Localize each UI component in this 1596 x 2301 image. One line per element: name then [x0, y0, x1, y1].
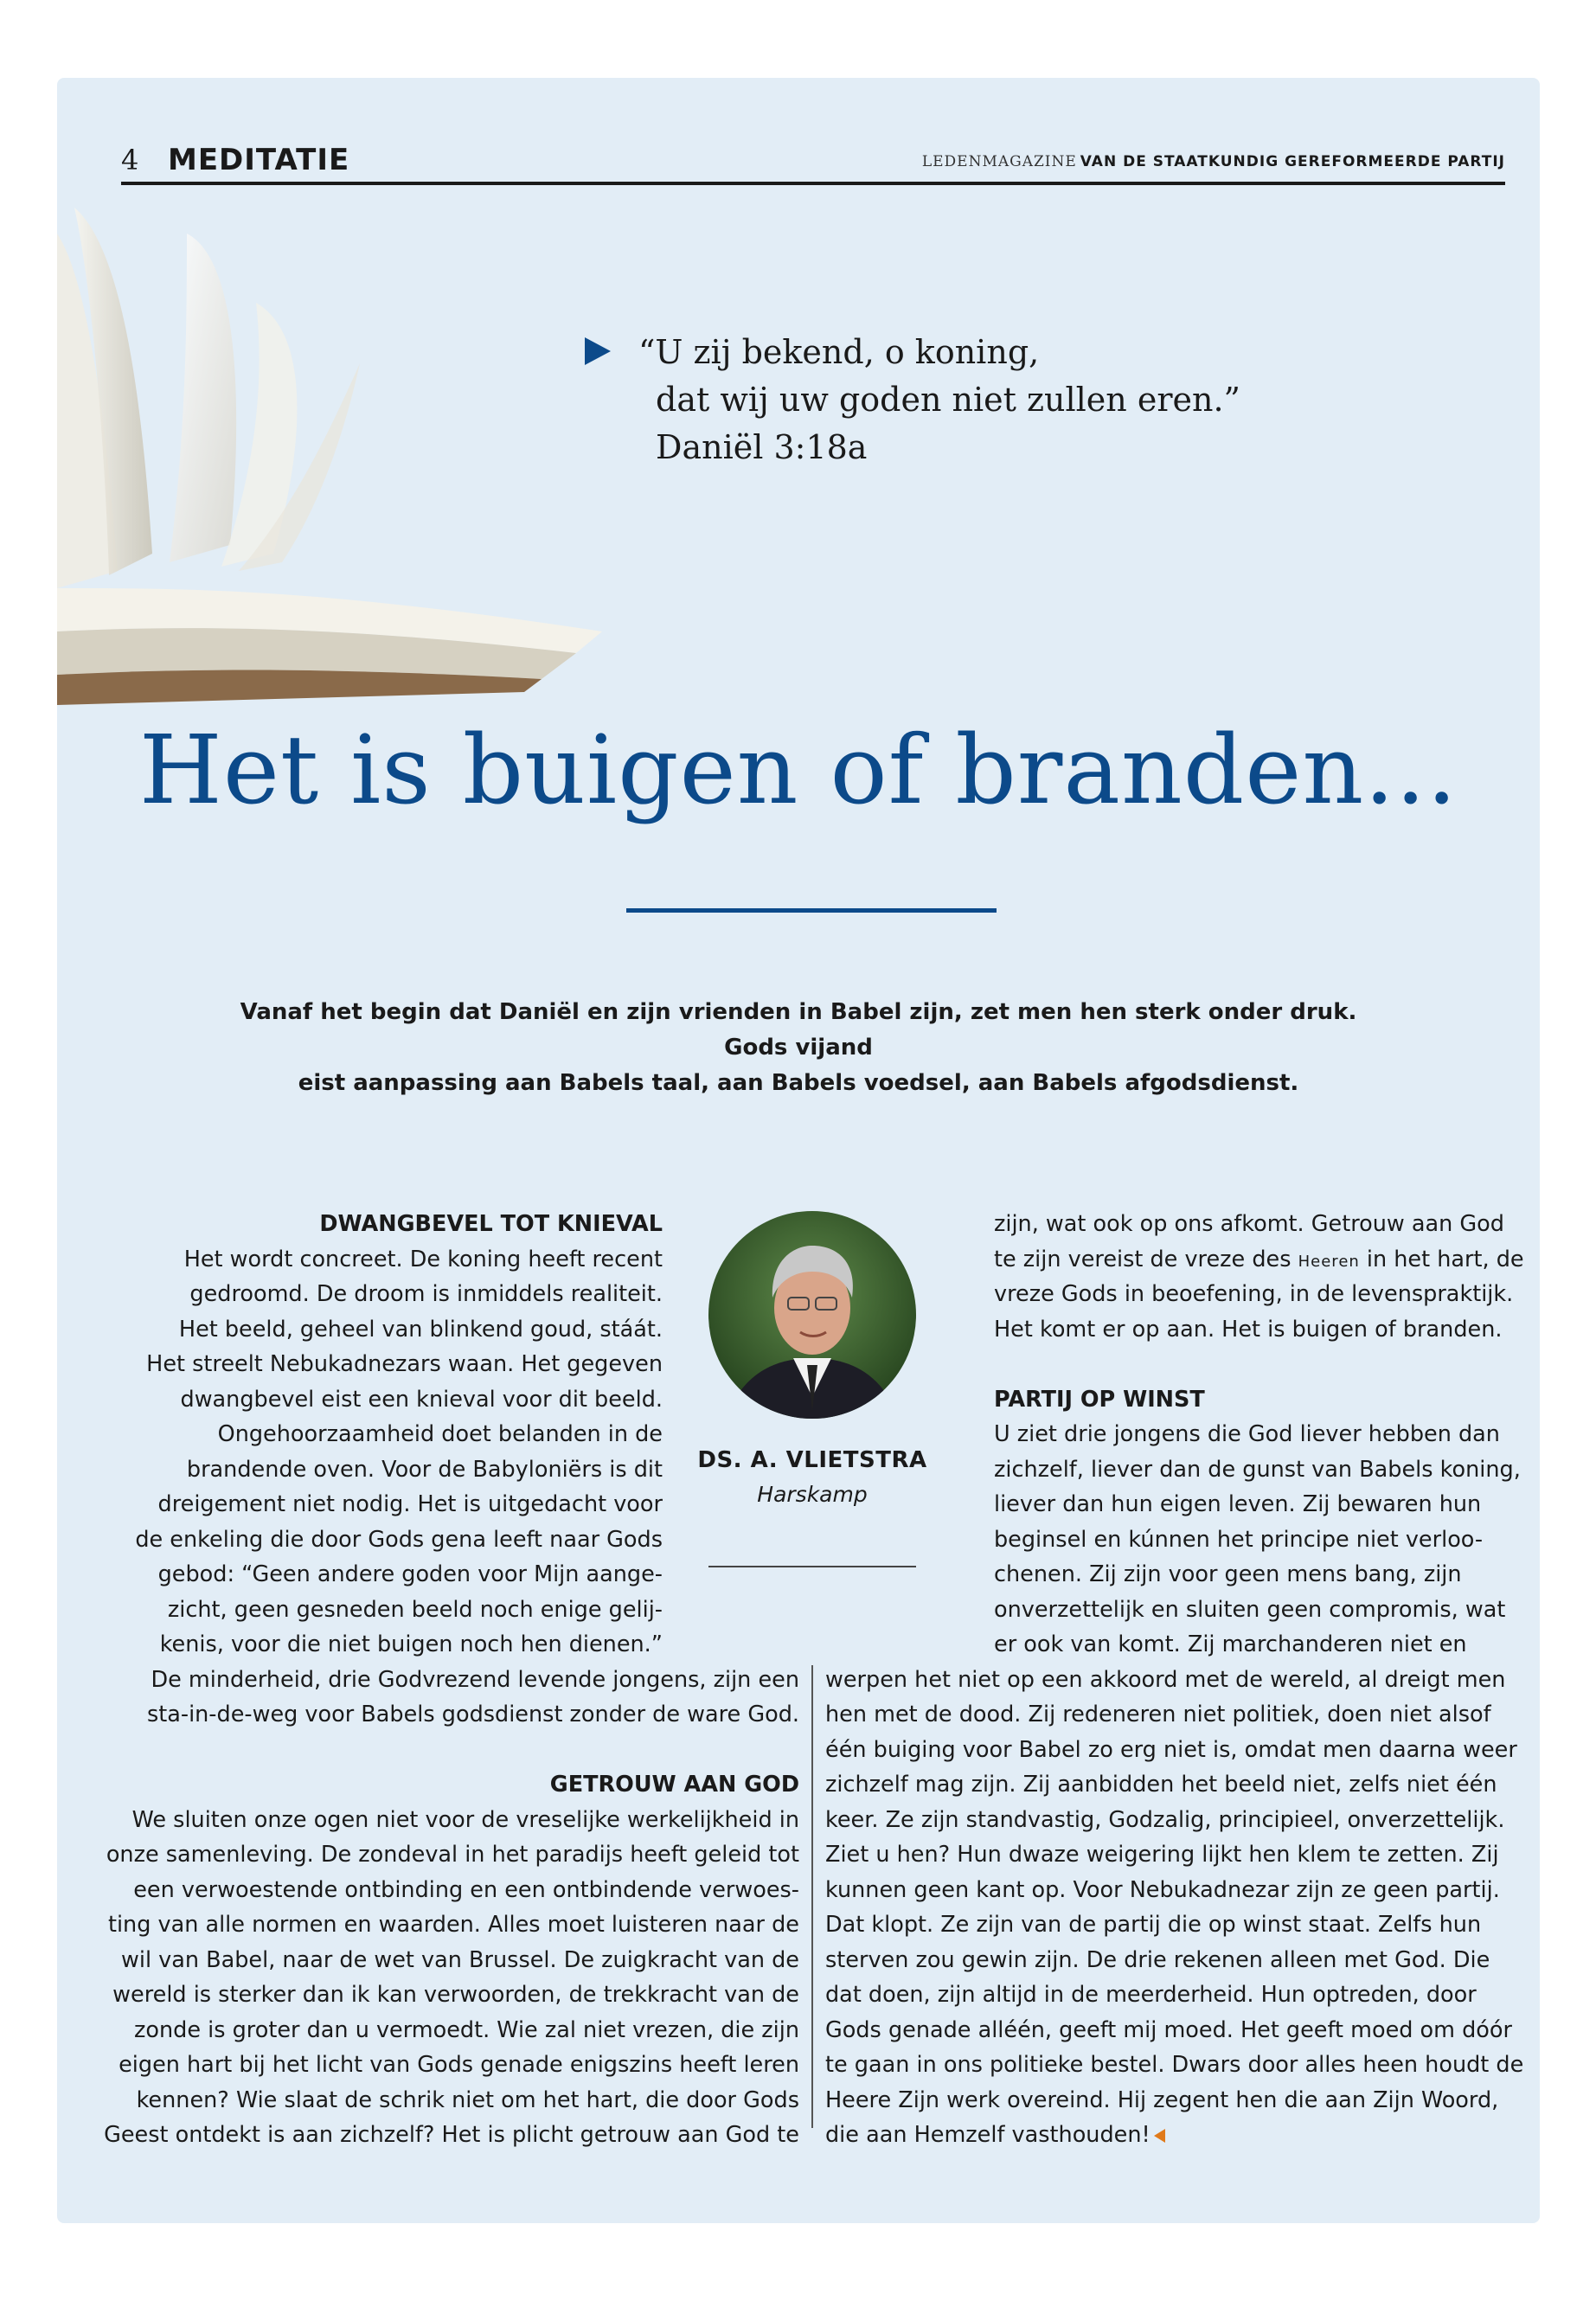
body-line: zonde is groter dan u vermoedt. Wie zal niet vrezen, die zijn	[134, 2016, 799, 2043]
body-line: hen met de dood. Zij redeneren niet politiek, doen niet alsof	[825, 1702, 1491, 1727]
body-line: U ziet drie jongens die God liever hebben dan	[994, 1421, 1500, 1447]
body-line: te gaan in ons politieke bestel. Dwars door alles heen houdt de	[825, 2052, 1524, 2078]
magazine-name	[922, 149, 1505, 175]
body-line	[825, 2118, 1165, 2153]
author-place: Harskamp	[757, 1482, 868, 1507]
body-line: liever dan hun eigen leven. Zij bewaren hun	[994, 1491, 1482, 1517]
body-line: Ziet u hen? Hun dwaze weigering lijkt hen klem te zetten. Zij	[825, 1842, 1499, 1868]
body-line: Het wordt concreet. De koning heeft recent	[183, 1246, 663, 1272]
body-line: Gods genade alléén, geeft mij moed. Het geeft moed om dóór	[825, 2016, 1512, 2043]
page-number: 4	[121, 144, 139, 176]
body-line: Het streelt Nebukadnezars waan. Het gegeven	[146, 1351, 663, 1377]
body-line: zichzelf mag zijn. Zij aanbidden het beeld niet, zelfs niet één	[825, 1772, 1497, 1798]
quote-line-1: “U zij bekend, o koning,	[638, 333, 1040, 371]
body-line: onverzettelijk en sluiten geen compromis, wat	[994, 1596, 1506, 1623]
play-arrow-icon	[585, 337, 611, 365]
heading-partij: PARTIJ OP WINST	[994, 1386, 1205, 1413]
body-line-part: te zijn vereist de vreze des	[994, 1246, 1292, 1272]
body-line: Het beeld, geheel van blinkend goud, stáát.	[178, 1316, 663, 1343]
body-line-part: in het hart, de	[1366, 1246, 1524, 1272]
body-line: dreigement niet nodig. Het is uitgedacht voor	[157, 1491, 663, 1517]
body-line	[994, 1242, 1524, 1280]
body-line: zijn, wat ook op ons afkomt. Getrouw aan God	[994, 1211, 1504, 1237]
body-line: onze samenleving. De zondeval in het paradijs heeft geleid tot	[106, 1842, 799, 1868]
column-divider	[811, 1665, 813, 2128]
body-line: gebod: “Geen andere goden voor Mijn aange-	[157, 1561, 663, 1587]
body-line: sterven zou gewin zijn. De drie rekenen alleen met God. Die	[825, 1946, 1490, 1973]
intro-line: Vanaf het begin dat Daniël en zijn vrienden in Babel zijn, zet men hen sterk onder druk. Gods vijand	[240, 999, 1357, 1061]
body-line: de enkeling die door Gods gena leeft naar Gods	[135, 1526, 663, 1553]
body-line: eigen hart bij het licht van Gods genade enigszins heeft leren	[119, 2052, 799, 2078]
magazine-name-bold: VAN DE STAATKUNDIG GEREFORMEERDE PARTIJ	[1080, 153, 1505, 170]
end-of-article-icon	[1154, 2129, 1165, 2143]
body-line: kunnen geen kant op. Voor Nebukadnezar zijn ze geen partij.	[825, 1876, 1500, 1903]
author-name: DS. A. VLIETSTRA	[697, 1447, 927, 1473]
article-intro	[230, 995, 1367, 1101]
body-line: ting van alle normen en waarden. Alles moet luisteren naar de	[107, 1912, 799, 1938]
quote-line-2: dat wij uw goden niet zullen eren.”	[656, 381, 1240, 419]
author-portrait	[708, 1211, 916, 1419]
body-line: één buiging voor Babel zo erg niet is, omdat men daarna weer	[825, 1736, 1517, 1763]
body-line: zicht, geen gesneden beeld noch enige gelij-	[167, 1596, 663, 1623]
heading-dwangbevel: DWANGBEVEL TOT KNIEVAL	[319, 1211, 663, 1237]
open-book-illustration	[57, 182, 611, 709]
body-line: er ook van komt. Zij marchanderen niet en	[994, 1631, 1467, 1657]
body-line: gedroomd. De droom is inmiddels realiteit.	[189, 1281, 663, 1307]
body-line: zichzelf, liever dan de gunst van Babels koning,	[994, 1456, 1521, 1483]
body-line: Ongehoorzaamheid doet belanden in de	[217, 1421, 663, 1447]
body-line: dwangbevel eist een knieval voor dit beeld.	[180, 1386, 663, 1413]
body-line: De minderheid, drie Godvrezend levende jongens, zijn een	[151, 1666, 799, 1693]
magazine-name-light: LEDENMAGAZINE	[921, 153, 1077, 170]
intro-line: eist aanpassing aan Babels taal, aan Babels voedsel, aan Babels afgodsdienst.	[298, 1070, 1299, 1096]
body-line: wil van Babel, naar de wet van Brussel. De zuigkracht van de	[121, 1946, 799, 1973]
article-title: Het is buigen of branden...	[138, 715, 1458, 825]
body-line: brandende oven. Voor de Babyloniërs is dit	[186, 1456, 663, 1483]
body-line: kenis, voor die niet buigen noch hen dienen.”	[159, 1631, 663, 1657]
body-line: We sluiten onze ogen niet voor de vreselijke werkelijkheid in	[131, 1806, 799, 1833]
body-line: beginsel en kúnnen het principe niet verloo-	[994, 1526, 1484, 1553]
body-line: Heere Zijn werk overeind. Hij zegent hen die aan Zijn Woord,	[825, 2086, 1499, 2113]
body-line: kennen? Wie slaat de schrik niet om het hart, die door Gods	[136, 2086, 799, 2113]
quote-reference: Daniël 3:18a	[656, 428, 868, 466]
body-line: Dat klopt. Ze zijn van de partij die op winst staat. Zelfs hun	[825, 1912, 1482, 1938]
body-line: dat doen, zijn altijd in de meerderheid. Hun optreden, door	[825, 1982, 1477, 2008]
page-header	[121, 138, 1505, 185]
body-line: een verwoestende ontbinding en een ontbindende verwoes-	[133, 1876, 799, 1903]
body-line: wereld is sterker dan ik kan verwoorden, de trekkracht van de	[112, 1982, 799, 2008]
body-line: keer. Ze zijn standvastig, Godzalig, principieel, onverzettelijk.	[825, 1806, 1505, 1833]
magazine-page	[57, 78, 1540, 2223]
title-divider	[626, 908, 997, 913]
body-line: werpen het niet op een akkoord met de wereld, al dreigt men	[825, 1666, 1506, 1693]
body-line: chenen. Zij zijn voor geen mens bang, zijn	[994, 1561, 1462, 1587]
body-line: Het komt er op aan. Het is buigen of branden.	[994, 1316, 1503, 1343]
section-name: MEDITATIE	[168, 143, 350, 177]
body-line: vreze Gods in beoefening, in de levenspraktijk.	[994, 1281, 1514, 1307]
body-line: Geest ontdekt is aan zichzelf? Het is plicht getrouw aan God te	[104, 2122, 799, 2148]
last-line: die aan Hemzelf vasthouden!	[825, 2122, 1151, 2148]
heading-getrouw: GETROUW AAN GOD	[549, 1772, 799, 1798]
body-line: sta-in-de-weg voor Babels godsdienst zonder de ware God.	[146, 1702, 799, 1727]
small-caps-heeren: Heeren	[1298, 1252, 1360, 1271]
author-divider	[708, 1566, 916, 1567]
